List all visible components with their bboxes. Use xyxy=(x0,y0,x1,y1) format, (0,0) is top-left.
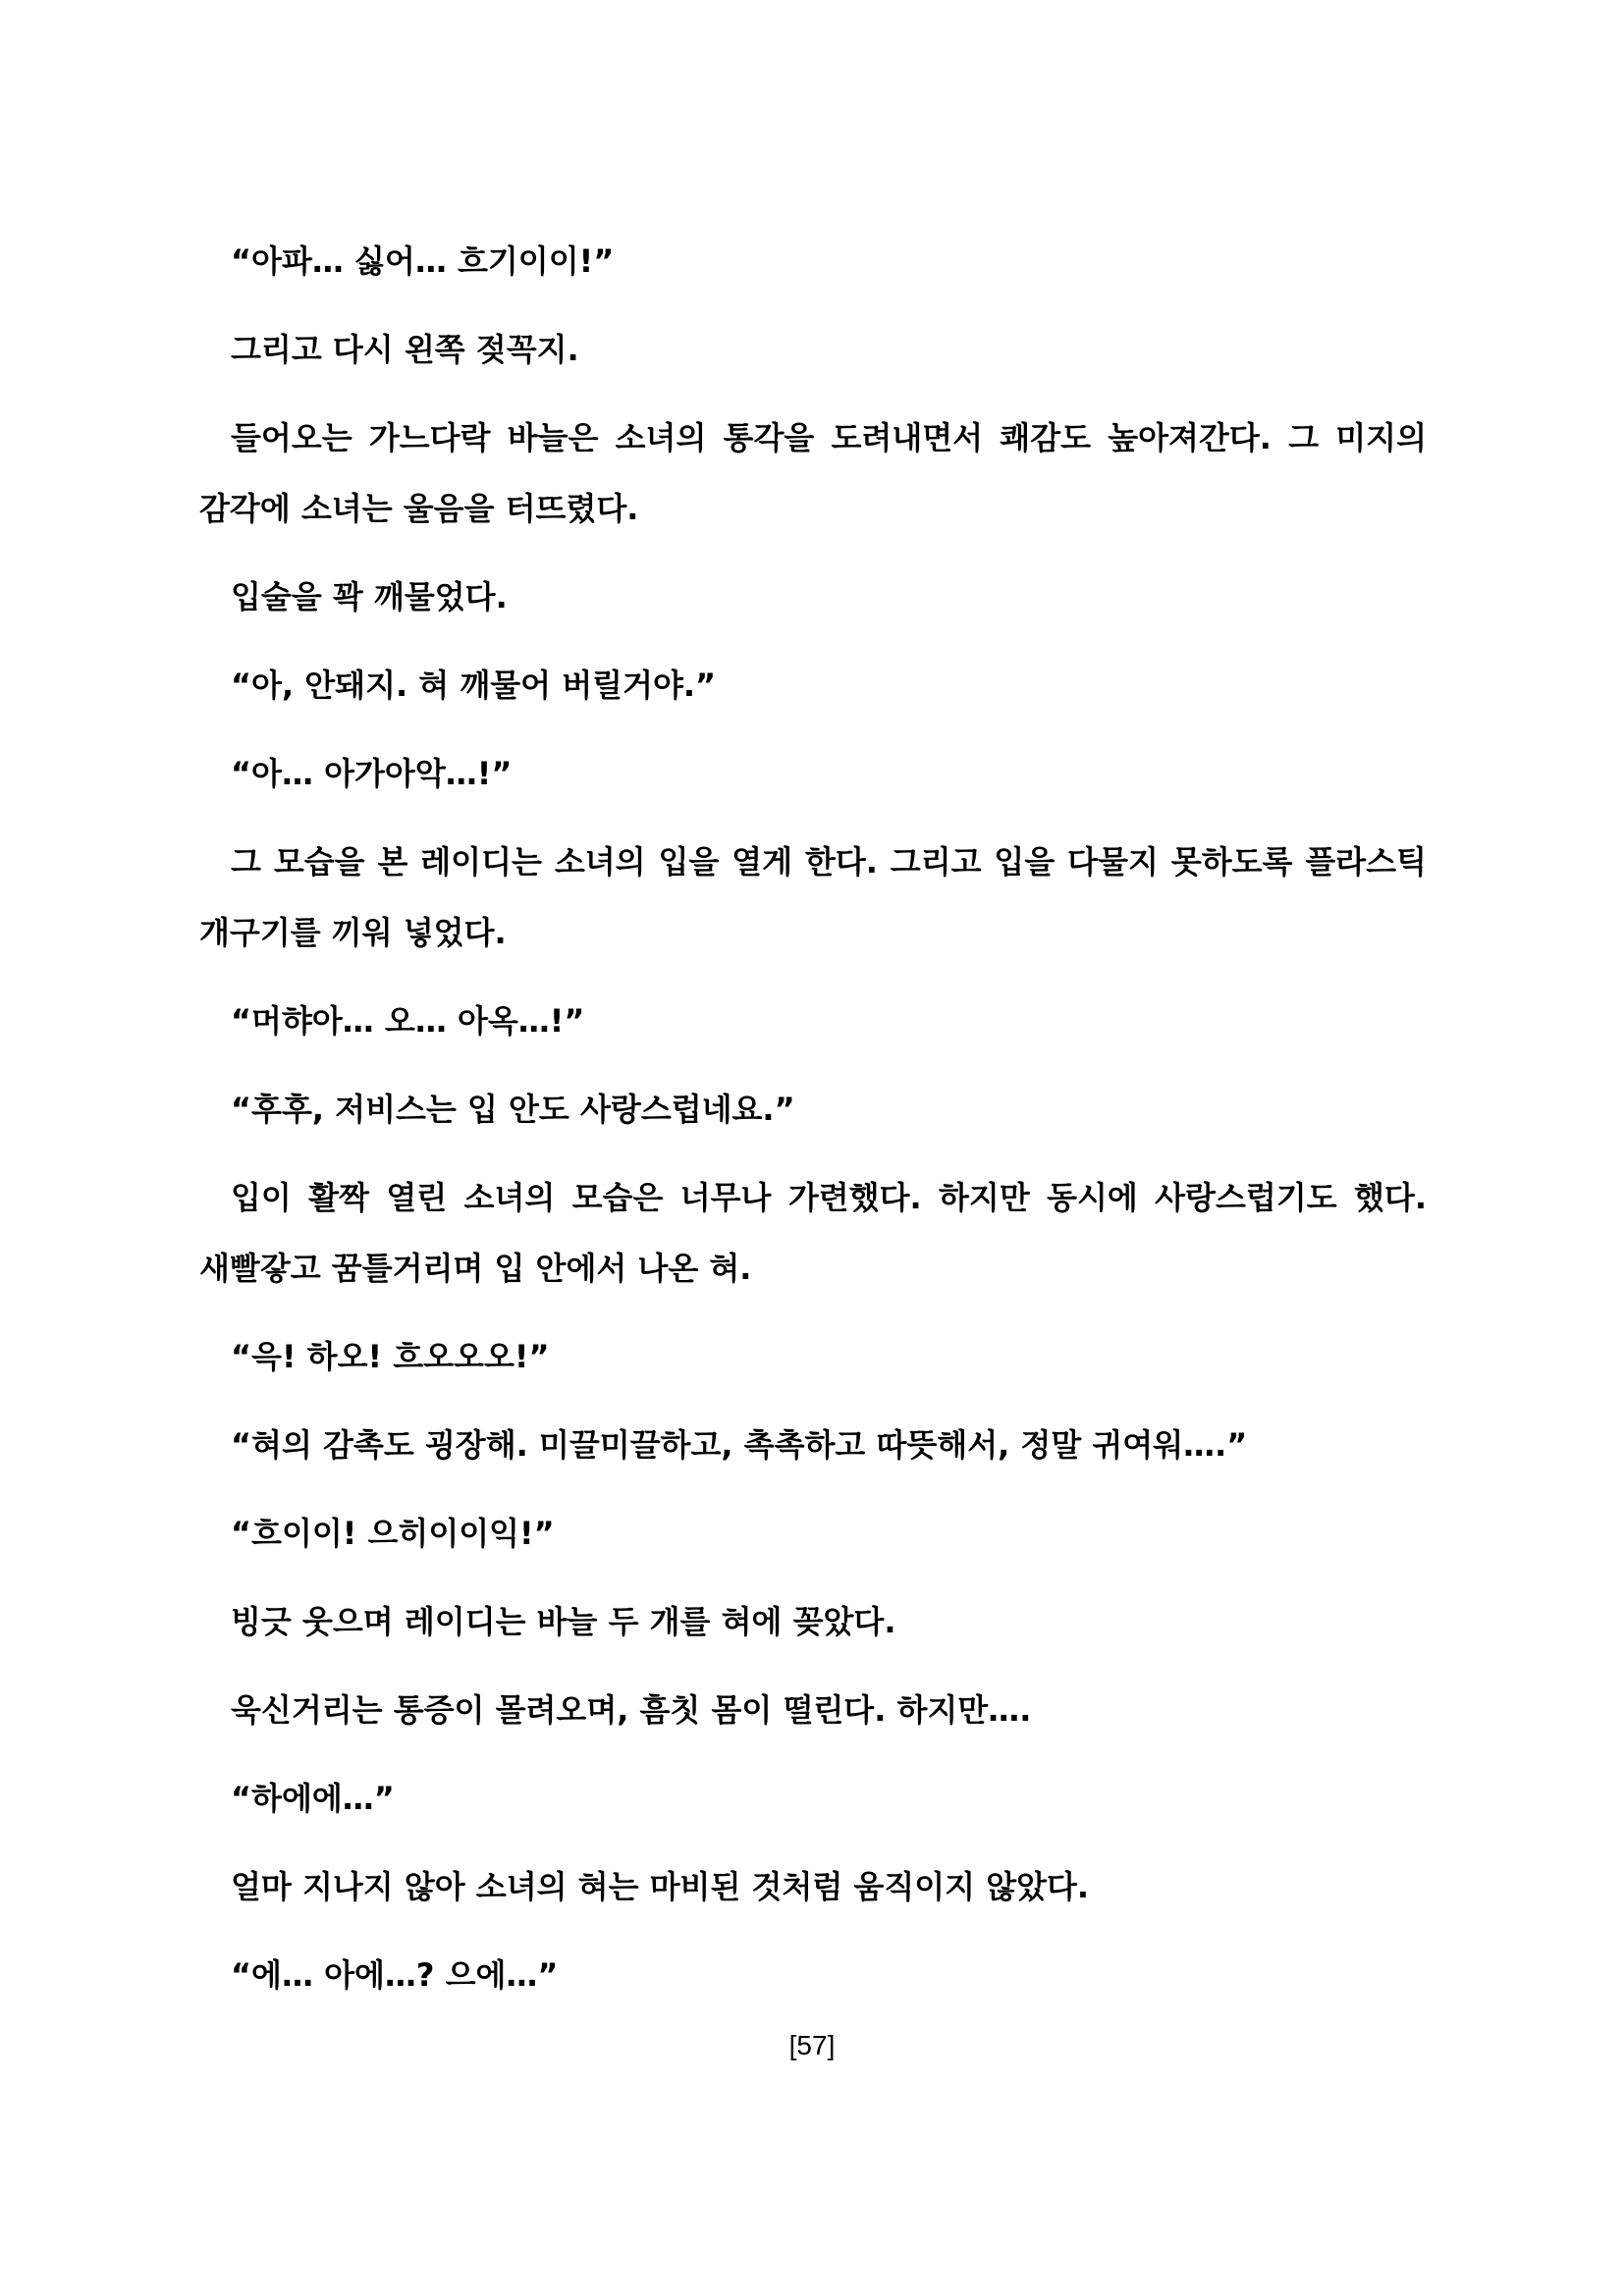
paragraph: 들어오는 가느다락 바늘은 소녀의 통각을 도려내면서 쾌감도 높아져간다. 그 미지의 감각에 소녀는 울음을 터뜨렸다. xyxy=(199,419,1427,527)
paragraph: 그리고 다시 왼쪽 젖꼭지. xyxy=(231,331,579,368)
page-number: [57] xyxy=(788,2030,836,2060)
paragraph: “혀의 감촉도 굉장해. 미끌미끌하고, 촉촉하고 따뜻해서, 정말 귀여워….” xyxy=(231,1426,1248,1464)
paragraph: “에… 아에…? 으에…” xyxy=(231,1956,559,1994)
paragraph: 얼마 지나지 않아 소녀의 혀는 마비된 것처럼 움직이지 않았다. xyxy=(231,1868,1090,1905)
paragraph: “후후, 저비스는 입 안도 사랑스럽네요.” xyxy=(231,1091,795,1128)
paragraph: 입술을 꽉 깨물었다. xyxy=(231,578,508,615)
paragraph: “아… 아가아악…!” xyxy=(231,755,513,792)
paragraph: 그 모습을 본 레이디는 소녀의 입을 열게 한다. 그리고 입을 다물지 못하도록 플라스틱 개구기를 끼워 넣었다. xyxy=(199,843,1427,951)
paragraph: “아, 안돼지. 혀 깨물어 버릴거야.” xyxy=(231,667,717,704)
paragraph: “머햐아… 오… 아옥…!” xyxy=(231,1002,585,1040)
paragraph: “하에에…” xyxy=(231,1780,395,1817)
paragraph: “흐이이! 으히이이익!” xyxy=(231,1515,555,1552)
body-text xyxy=(199,226,1427,2028)
paragraph: “아파… 싫어… 흐기이이!” xyxy=(231,242,615,280)
paragraph: 빙긋 웃으며 레이디는 바늘 두 개를 혀에 꽂았다. xyxy=(231,1603,896,1640)
paragraph: “윽! 하오! 흐오오오!” xyxy=(231,1338,550,1375)
paragraph: 욱신거리는 통증이 몰려오며, 흠칫 몸이 떨린다. 하지만…. xyxy=(231,1691,1032,1729)
paragraph: 입이 활짝 열린 소녀의 모습은 너무나 가련했다. 하지만 동시에 사랑스럽기도 했다. 새빨갛고 꿈틀거리며 입 안에서 나온 혀. xyxy=(199,1179,1427,1287)
